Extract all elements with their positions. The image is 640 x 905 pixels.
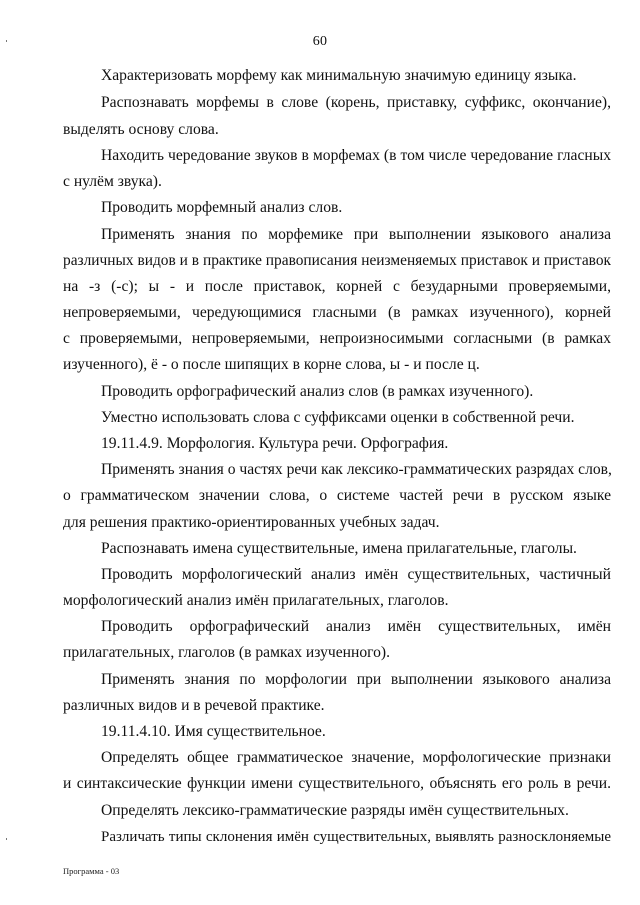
- text-line: Проводить морфемный анализ слов.: [101, 199, 343, 216]
- text-line: Проводить орфографический анализ имён существительных, имён: [101, 618, 611, 635]
- text-line: о грамматическом значении слова, о системе частей речи в русском языке: [63, 487, 611, 504]
- text-line: прилагательных, глаголов (в рамках изученного).: [63, 644, 391, 661]
- text-line: Распознавать морфемы в слове (корень, приставку, суффикс, окончание),: [101, 94, 611, 111]
- page-footer: Программа - 03: [63, 866, 120, 876]
- text-line: Определять лексико-грамматические разряды имён существительных.: [101, 802, 569, 819]
- text-line: Проводить орфографический анализ слов (в рамках изученного).: [101, 383, 534, 400]
- text-line: Распознавать имена существительные, имена прилагательные, глаголы.: [101, 540, 577, 557]
- text-line: Уместно использовать слова с суффиксами оценки в собственной речи.: [101, 409, 575, 426]
- text-line: Применять знания о частях речи как лексико-грамматических разрядах слов,: [101, 461, 612, 478]
- text-line: для решения практико-ориентированных учебных задач.: [63, 514, 440, 531]
- text-line: различных видов и в речевой практике.: [63, 697, 325, 714]
- text-line: Различать типы склонения имён существительных, выявлять разносклоняемые: [101, 829, 611, 845]
- text-line: Находить чередование звуков в морфемах (в том числе чередование гласных: [101, 147, 611, 164]
- text-line: морфологический анализ имён прилагательных, глаголов.: [63, 592, 449, 609]
- text-line: и синтаксические функции имени существительного, объяснять его роль в речи.: [63, 775, 611, 792]
- text-line: Применять знания по морфологии при выполнении языкового анализа: [101, 671, 611, 688]
- text-line: Характеризовать морфему как минимальную значимую единицу языка.: [101, 67, 577, 84]
- text-line: Определять общее грамматическое значение, морфологические признаки: [101, 749, 611, 766]
- text-line: изученного), ё - о после шипящих в корне слова, ы - и после ц.: [63, 356, 480, 373]
- text-line: на -з (-с); ы - и после приставок, корней с безударными проверяемыми,: [63, 278, 611, 295]
- text-line: с нулём звука).: [63, 173, 162, 190]
- text-line: выделять основу слова.: [63, 121, 219, 138]
- section-heading: 19.11.4.10. Имя существительное.: [101, 723, 326, 740]
- scan-edge-mark: [6, 838, 7, 840]
- section-heading: 19.11.4.9. Морфология. Культура речи. Орфография.: [101, 435, 449, 452]
- text-line: с проверяемыми, непроверяемыми, непроизносимыми согласными (в рамках: [63, 330, 611, 347]
- text-line: непроверяемыми, чередующимися гласными (в рамках изученного), корней: [63, 304, 611, 321]
- text-line: Проводить морфологический анализ имён существительных, частичный: [101, 566, 611, 583]
- scan-edge-mark: [6, 40, 7, 42]
- text-line: различных видов и в практике правописания неизменяемых приставок и приставок: [63, 252, 611, 269]
- text-line: Применять знания по морфемике при выполнении языкового анализа: [101, 226, 611, 243]
- page-number: 60: [312, 34, 328, 49]
